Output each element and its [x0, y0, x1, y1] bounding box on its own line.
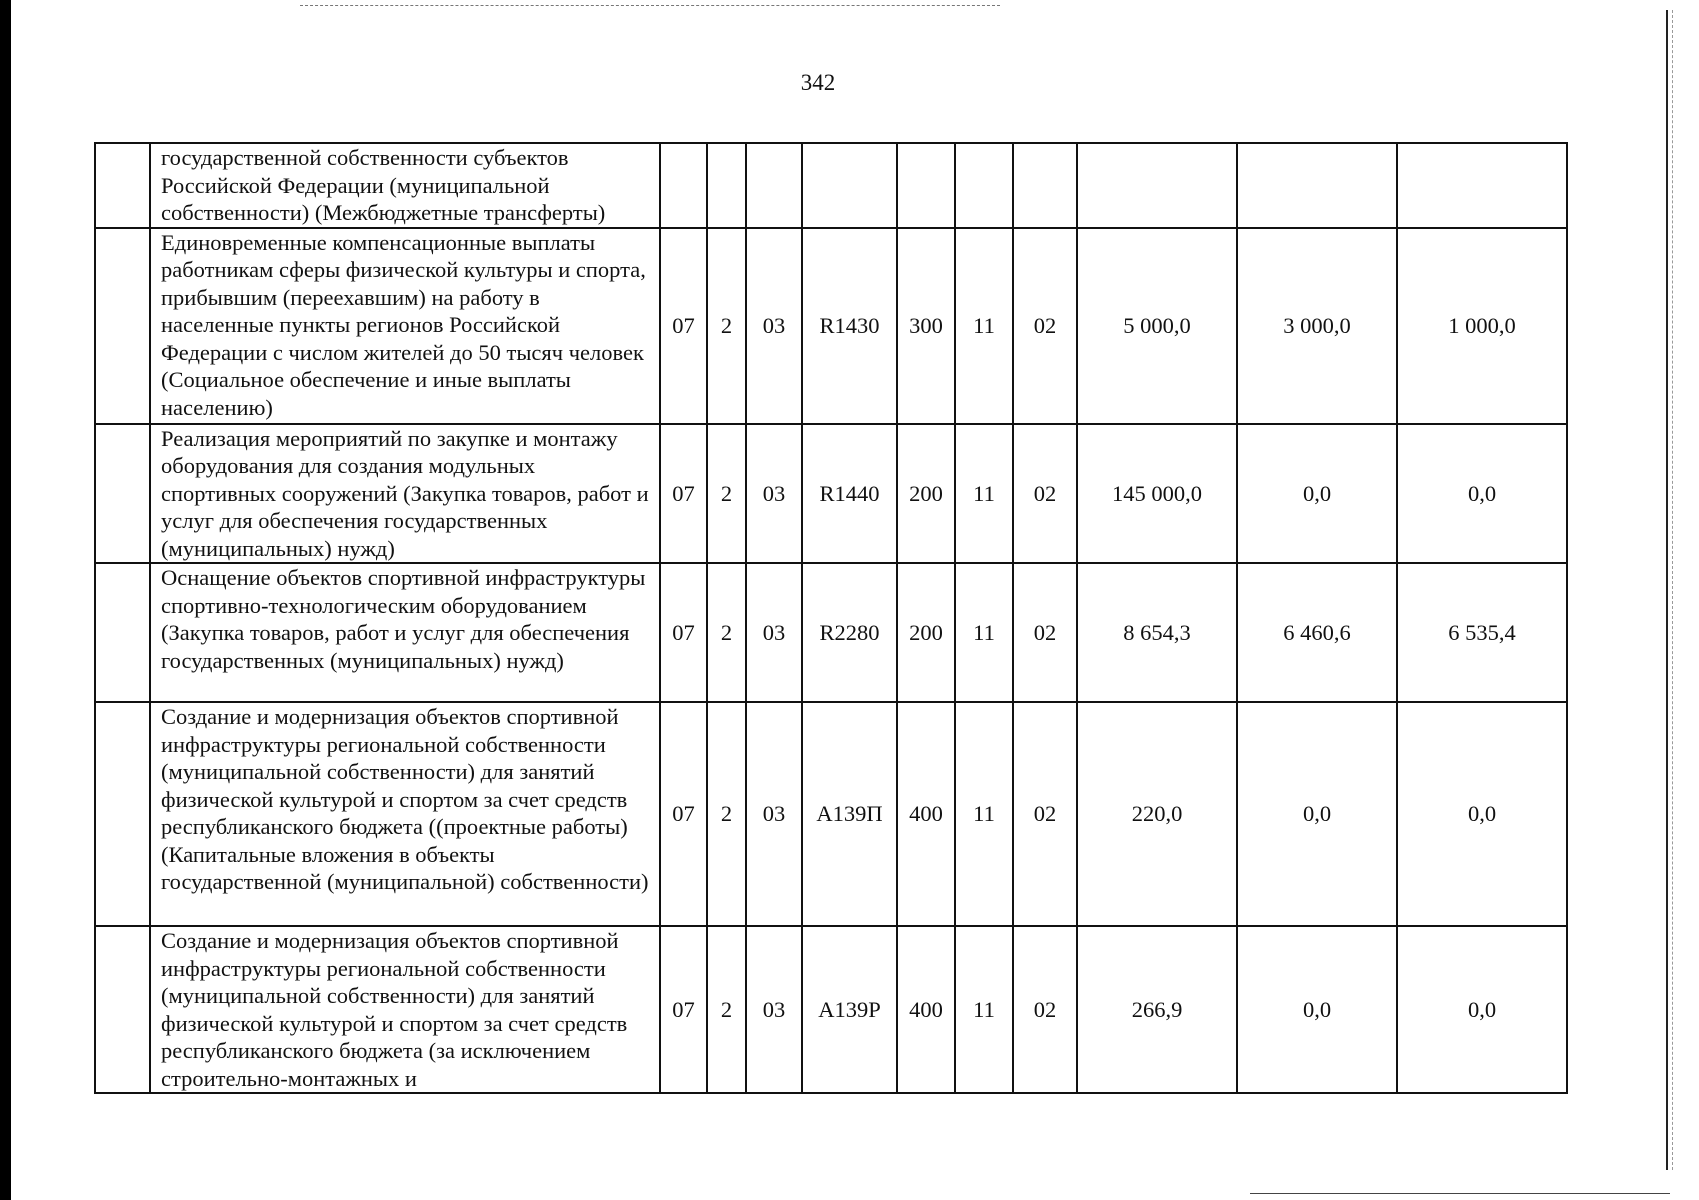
expense-type-cell: [897, 143, 955, 228]
amount-cell-year3: 6 535,4: [1397, 563, 1567, 702]
amount-cell-year2: 3 000,0: [1237, 228, 1397, 424]
scan-left-edge: [0, 0, 11, 1200]
amount-cell-year1: 266,9: [1077, 926, 1237, 1093]
division-cell: 11: [955, 926, 1013, 1093]
expense-type-cell: 400: [897, 702, 955, 926]
scan-bottom-line: [1250, 1193, 1670, 1194]
program-cell: 2: [707, 424, 746, 564]
target-code-cell: R1430: [802, 228, 897, 424]
section-cell: 07: [660, 926, 707, 1093]
amount-cell-year1: 220,0: [1077, 702, 1237, 926]
row-number-cell: [95, 563, 150, 702]
row-number-cell: [95, 143, 150, 228]
section-cell: 07: [660, 424, 707, 564]
subprogram-cell: [746, 143, 802, 228]
target-code-cell: R2280: [802, 563, 897, 702]
program-cell: 2: [707, 563, 746, 702]
subdivision-cell: 02: [1013, 926, 1077, 1093]
section-cell: 07: [660, 702, 707, 926]
amount-cell-year3: 0,0: [1397, 926, 1567, 1093]
program-cell: 2: [707, 702, 746, 926]
row-number-cell: [95, 424, 150, 564]
expense-type-cell: 200: [897, 563, 955, 702]
amount-cell-year1: 145 000,0: [1077, 424, 1237, 564]
amount-cell-year2: 0,0: [1237, 424, 1397, 564]
expense-type-cell: 300: [897, 228, 955, 424]
budget-table: [94, 142, 1568, 1094]
target-code-cell: [802, 143, 897, 228]
row-number-cell: [95, 926, 150, 1093]
description-cell: Оснащение объектов спортивной инфраструктуры спортивно-технологическим оборудованием (Закупка товаров, работ и услуг для обеспечения государственных (муниципальных) нужд): [150, 563, 660, 702]
amount-cell-year2: [1237, 143, 1397, 228]
subprogram-cell: 03: [746, 702, 802, 926]
target-code-cell: А139П: [802, 702, 897, 926]
division-cell: 11: [955, 702, 1013, 926]
subprogram-cell: 03: [746, 228, 802, 424]
section-cell: 07: [660, 563, 707, 702]
table-row: [95, 424, 1567, 564]
subprogram-cell: 03: [746, 926, 802, 1093]
amount-cell-year2: 0,0: [1237, 926, 1397, 1093]
target-code-cell: R1440: [802, 424, 897, 564]
division-cell: 11: [955, 424, 1013, 564]
target-code-cell: А139Р: [802, 926, 897, 1093]
scan-right-line: [1666, 10, 1668, 1170]
subdivision-cell: [1013, 143, 1077, 228]
table-row: [95, 926, 1567, 1093]
section-cell: 07: [660, 228, 707, 424]
amount-cell-year3: [1397, 143, 1567, 228]
expense-type-cell: 200: [897, 424, 955, 564]
table-row: [95, 143, 1567, 228]
section-cell: [660, 143, 707, 228]
scan-right-line-secondary: [1672, 10, 1673, 1170]
page-number: 342: [800, 70, 836, 95]
amount-cell-year3: 0,0: [1397, 702, 1567, 926]
subdivision-cell: 02: [1013, 702, 1077, 926]
program-cell: 2: [707, 228, 746, 424]
amount-cell-year2: 0,0: [1237, 702, 1397, 926]
table-row: [95, 563, 1567, 702]
table-row: [95, 228, 1567, 424]
subdivision-cell: 02: [1013, 563, 1077, 702]
row-number-cell: [95, 228, 150, 424]
program-cell: [707, 143, 746, 228]
amount-cell-year3: 0,0: [1397, 424, 1567, 564]
amount-cell-year1: 5 000,0: [1077, 228, 1237, 424]
amount-cell-year1: 8 654,3: [1077, 563, 1237, 702]
description-cell: государственной собственности субъектов Российской Федерации (муниципальной собственности) (Межбюджетные трансферты): [150, 143, 660, 228]
subdivision-cell: 02: [1013, 424, 1077, 564]
subdivision-cell: 02: [1013, 228, 1077, 424]
subprogram-cell: 03: [746, 424, 802, 564]
row-number-cell: [95, 702, 150, 926]
description-cell: Создание и модернизация объектов спортивной инфраструктуры региональной собственности (муниципальной собственности) для занятий физической культурой и спортом за счет средств республиканского бюджета (за исключением строительно-монтажных и: [150, 926, 660, 1093]
scan-top-line: [300, 5, 1000, 6]
expense-type-cell: 400: [897, 926, 955, 1093]
subprogram-cell: 03: [746, 563, 802, 702]
table-row: [95, 702, 1567, 926]
division-cell: [955, 143, 1013, 228]
division-cell: 11: [955, 563, 1013, 702]
program-cell: 2: [707, 926, 746, 1093]
description-cell: Единовременные компенсационные выплаты работникам сферы физической культуры и спорта, прибывшим (переехавшим) на работу в населенные пункты регионов Российской Федерации с числом жителей до 50 тысяч человек (Социальное обеспечение и иные выплаты населению): [150, 228, 660, 424]
description-cell: Реализация мероприятий по закупке и монтажу оборудования для создания модульных спортивных сооружений (Закупка товаров, работ и услуг для обеспечения государственных (муниципальных) нужд): [150, 424, 660, 564]
description-cell: Создание и модернизация объектов спортивной инфраструктуры региональной собственности (муниципальной собственности) для занятий физической культурой и спортом за счет средств республиканского бюджета ((проектные работы) (Капитальные вложения в объекты государственной (муниципальной) собственности): [150, 702, 660, 926]
amount-cell-year2: 6 460,6: [1237, 563, 1397, 702]
amount-cell-year1: [1077, 143, 1237, 228]
division-cell: 11: [955, 228, 1013, 424]
amount-cell-year3: 1 000,0: [1397, 228, 1567, 424]
